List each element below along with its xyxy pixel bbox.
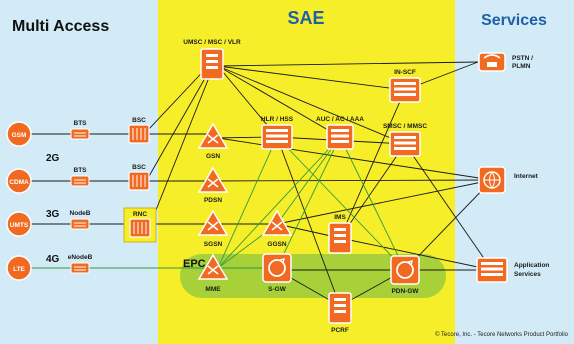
epc-label: EPC [183, 258, 206, 270]
internet-label: Internet [514, 173, 538, 180]
bts-gsm-label: BTS [73, 120, 87, 127]
enodeb-lte [68, 254, 93, 273]
pdsn-label: PDSN [203, 197, 223, 204]
pstn-label-2: PLMN [512, 63, 531, 70]
app-label-2: Services [514, 271, 541, 278]
pdngw-label: PDN-GW [391, 288, 419, 295]
ggsn-label: GGSN [267, 241, 287, 248]
header-sae: SAE [287, 8, 325, 28]
header-multi-access: Multi Access [12, 18, 110, 35]
gen-3g: 3G [46, 209, 60, 220]
smsc-label: SMSC / MMSC [382, 123, 428, 130]
rnc [130, 211, 150, 237]
ims-label: IMS [334, 214, 346, 221]
pcrf-label: PCRF [331, 327, 349, 334]
bts-cdma-label: BTS [73, 167, 87, 174]
bsc-1-label: BSC [132, 117, 146, 124]
nodeb-umts [70, 210, 91, 229]
access-umts-label: UMTS [9, 222, 29, 229]
app-label-1: Application [514, 262, 550, 269]
header-services: Services [481, 12, 547, 29]
gen-4g: 4G [46, 254, 60, 265]
pcrf [329, 293, 351, 334]
access-cdma-label: CDMA [9, 179, 29, 186]
access-cdma [7, 169, 31, 193]
services-region [455, 0, 574, 344]
copyright: © Tecore, Inc. - Tecore Networks Product Portfolio [435, 332, 568, 338]
access-lte [7, 256, 31, 280]
smsc-mmsc [383, 123, 427, 156]
hlr-label: HLR / HSS [260, 116, 294, 123]
access-lte-label: LTE [13, 266, 25, 273]
access-umts [7, 212, 31, 236]
mme-label: MME [205, 286, 221, 293]
rnc-label: RNC [132, 211, 148, 218]
nodeb-label: NodeB [69, 210, 91, 217]
inscf-label: IN-SCF [394, 69, 416, 76]
bts-cdma [71, 167, 89, 186]
pstn-label-1: PSTN / [512, 55, 533, 62]
access-gsm-label: GSM [11, 132, 27, 139]
gen-2g: 2G [46, 153, 60, 164]
access-gsm [7, 122, 31, 146]
auc-label: AUC / AC / AAA [316, 116, 364, 123]
sgsn-label: SGSN [203, 241, 223, 248]
sgw-label: S-GW [268, 286, 286, 293]
bsc-2-label: BSC [132, 164, 146, 171]
bts-gsm [71, 120, 89, 139]
pdn-gw [391, 256, 419, 295]
gsn-label: GSN [205, 153, 221, 160]
in-scf [390, 69, 420, 102]
enodeb-label: eNodeB [67, 254, 93, 261]
umsc-label: UMSC / MSC / VLR [183, 39, 241, 46]
hlr-hss [261, 116, 294, 149]
